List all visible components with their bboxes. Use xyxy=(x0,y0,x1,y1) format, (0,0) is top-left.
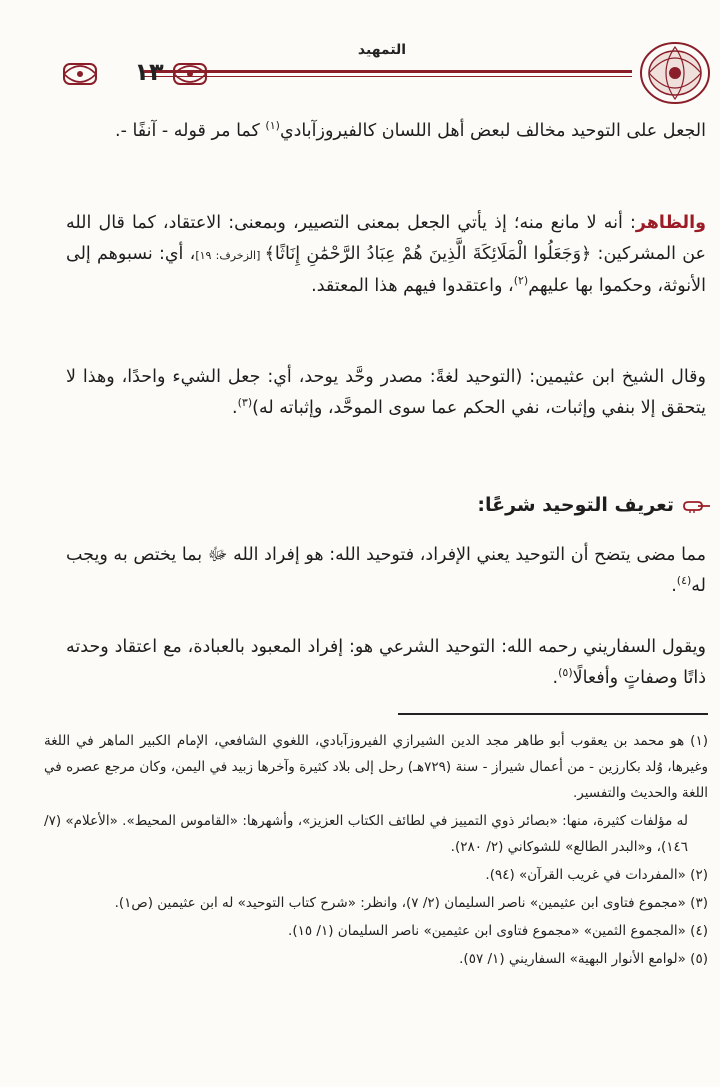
footnote-separator xyxy=(398,713,708,715)
paragraph-3-end: . xyxy=(232,398,238,418)
paragraph-4-end: . xyxy=(671,576,677,596)
paragraph-5-end: . xyxy=(552,668,559,688)
footnote-1: (١) هو محمد بن يعقوب أبو طاهر مجد الدين الشيرازي الفيروزآبادي، اللغوي الشافعي، الإمام الكبير الماهر في اللغة وغيرها، وُلد بكارزين - من أعمال شيراز - سنة (٧٢٩هـ) رحل إلى بلاد كثيرة وآخرها زبيد في اليمن، وكان مرجع عصره في اللغة والحديث والتفسير. xyxy=(44,733,708,801)
paragraph-3 xyxy=(66,362,706,424)
footnote-1-continued: له مؤلفات كثيرة، منها: «بصائر ذوي التمييز في لطائف الكتاب العزيز»، وأشهرها: «القاموس المحيط». «الأعلام» (٧/ ١٤٦)، و«البدر الطالع» للشوكاني (٢/ ٢٨٠). xyxy=(44,813,688,855)
footnote-ref-3: (٣) xyxy=(237,396,253,410)
paragraph-3-text: وقال الشيخ ابن عثيمين: (التوحيد لغةً: مصدر وحَّد يوحد، أي: جعل الشيء واحدًا، وهذا لا يتحقق إلا بنفي وإثبات، نفي الحكم عما سوى الموحَّد، وإثباته له) xyxy=(66,367,706,418)
paragraph-5 xyxy=(66,632,706,694)
paragraph-2 xyxy=(66,208,706,302)
running-title: التمهيد xyxy=(357,42,407,58)
paragraph-2-text-c: ، واعتقدوا فيهم هذا المعتقد. xyxy=(311,276,514,296)
paragraph-1-end: كما مر قوله - آنفًا -. xyxy=(115,121,266,141)
footnote-ref-5: (٥) xyxy=(558,666,573,680)
header-rule-thick xyxy=(144,70,632,73)
paragraph-2-text-b: ، أي: نسبوهم إلى الأنوثة، وحكموا بها عليهم xyxy=(66,244,706,296)
verse-reference: [الزخرف: ١٩] xyxy=(195,249,265,262)
section-heading-text: تعريف التوحيد شرعًا: xyxy=(477,494,674,516)
footnote-2: (٢) «المفردات في غريب القرآن» (٩٤). xyxy=(485,867,708,883)
medallion-ornament-icon xyxy=(638,38,712,108)
footnote-3: (٣) «مجموع فتاوى ابن عثيمين» ناصر السليمان (٢/ ٧)، وانظر: «شرح كتاب التوحيد» له ابن عثيمين (ص١). xyxy=(114,895,708,911)
emphasis-lead: والظاهر xyxy=(635,213,706,233)
paragraph-4-text: مما مضى يتضح أن التوحيد يعني الإفراد، فتوحيد الله: هو إفراد الله ﷻ بما يختص به ويجب له xyxy=(66,545,706,596)
page-number: ١٣ xyxy=(134,58,164,86)
footnote-ref-2: (٢) xyxy=(513,274,529,288)
page-header xyxy=(52,38,712,108)
paragraph-1 xyxy=(66,116,706,147)
paragraph-2-text-a: : أنه لا مانع منه؛ إذ يأتي الجعل بمعنى التصيير، وبمعنى: الاعتقاد، كما قال الله عن المشركين: xyxy=(66,213,706,264)
paragraph-1-text: الجعل على التوحيد مخالف لبعض أهل اللسان كالفيروزآبادي xyxy=(279,121,706,141)
knot-ornament-icon xyxy=(60,60,100,88)
section-heading xyxy=(66,494,712,516)
knot-ornament-icon xyxy=(170,60,210,88)
header-rule-thin xyxy=(144,76,632,77)
paragraph-5-text: ويقول السفاريني رحمه الله: التوحيد الشرعي هو: إفراد المعبود بالعبادة، مع اعتقاد وحدته ذاتًا وصفاتٍ وأفعالًا xyxy=(66,637,706,688)
footnote-ref-4: (٤) xyxy=(676,574,692,588)
pointing-hand-icon xyxy=(682,497,712,515)
paragraph-4 xyxy=(66,540,706,602)
footnote-5: (٥) «لوامع الأنوار البهية» السفاريني (١/ ٥٧). xyxy=(459,951,708,967)
footnote-ref-1: (١) xyxy=(265,119,280,133)
quran-verse: ﴿وَجَعَلُوا الْمَلَائِكَةَ الَّذِينَ هُمْ عِبَادُ الرَّحْمَٰنِ إِنَاثًا﴾ xyxy=(264,244,592,264)
footnote-4: (٤) «المجموع الثمين» «مجموع فتاوى ابن عثيمين» ناصر السليمان (١/ ١٥). xyxy=(288,923,708,939)
footnotes xyxy=(44,728,708,974)
